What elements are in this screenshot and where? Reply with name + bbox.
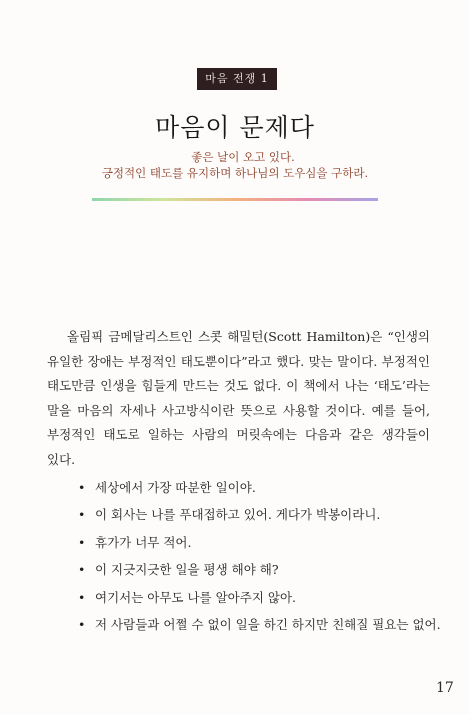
list-item-text: 이 회사는 나를 푸대접하고 있어. 게다가 박봉이라니. (95, 507, 381, 523)
list-item (78, 558, 448, 585)
list-item-text: 저 사람들과 어쩔 수 없이 일을 하긴 하지만 친해질 필요는 없어. (95, 616, 441, 632)
chapter-title: 마음이 문제다 (155, 113, 315, 142)
bullet-icon: • (78, 507, 86, 523)
subtitle-line-1: 좋은 날이 오고 있다. (191, 150, 295, 164)
bullet-icon: • (78, 480, 86, 495)
list-item (78, 503, 448, 530)
list-item-text: 여기서는 아무도 나를 알아주지 않아. (95, 589, 296, 605)
chapter-label: 마음 전쟁 1 (197, 68, 277, 90)
list-item (78, 613, 448, 640)
list-item (78, 531, 448, 558)
list-item-text: 이 지긋지긋한 일을 평생 해야 해? (95, 562, 279, 578)
bullet-icon: • (78, 562, 86, 578)
rainbow-divider (92, 198, 378, 201)
intro-paragraph: 올림픽 금메달리스트인 스콧 해밀턴(Scott Hamilton)은 “인생의 유일한 장애는 부정적인 태도뿐이다”라고 했다. 맞는 말이다. 부정적인 태도만큼 인생을 힘들게 만드는 것도 없다. 이 책에서 나는 ‘태도’라는 말을 마음의 자세나 사고방식이란 뜻으로 사용할 것이다. 예를 들어, 부정적인 태도로 일하는 사람의 머릿속에는 다음과 같은 생각들이 있다. (47, 329, 430, 467)
list-item-text: 휴가가 너무 적어. (95, 534, 192, 550)
negative-thoughts-list (78, 476, 448, 640)
list-item (78, 586, 448, 613)
bullet-icon: • (78, 534, 86, 550)
body-text (47, 325, 430, 472)
bullet-icon: • (78, 589, 86, 605)
list-item (78, 476, 448, 503)
subtitle-line-2: 긍정적인 태도를 유지하며 하나님의 도우심을 구하라. (101, 166, 369, 180)
bullet-icon: • (78, 616, 86, 632)
list-item-text: 세상에서 가장 따분한 일이야. (95, 480, 256, 495)
page-number: 17 (436, 680, 454, 696)
